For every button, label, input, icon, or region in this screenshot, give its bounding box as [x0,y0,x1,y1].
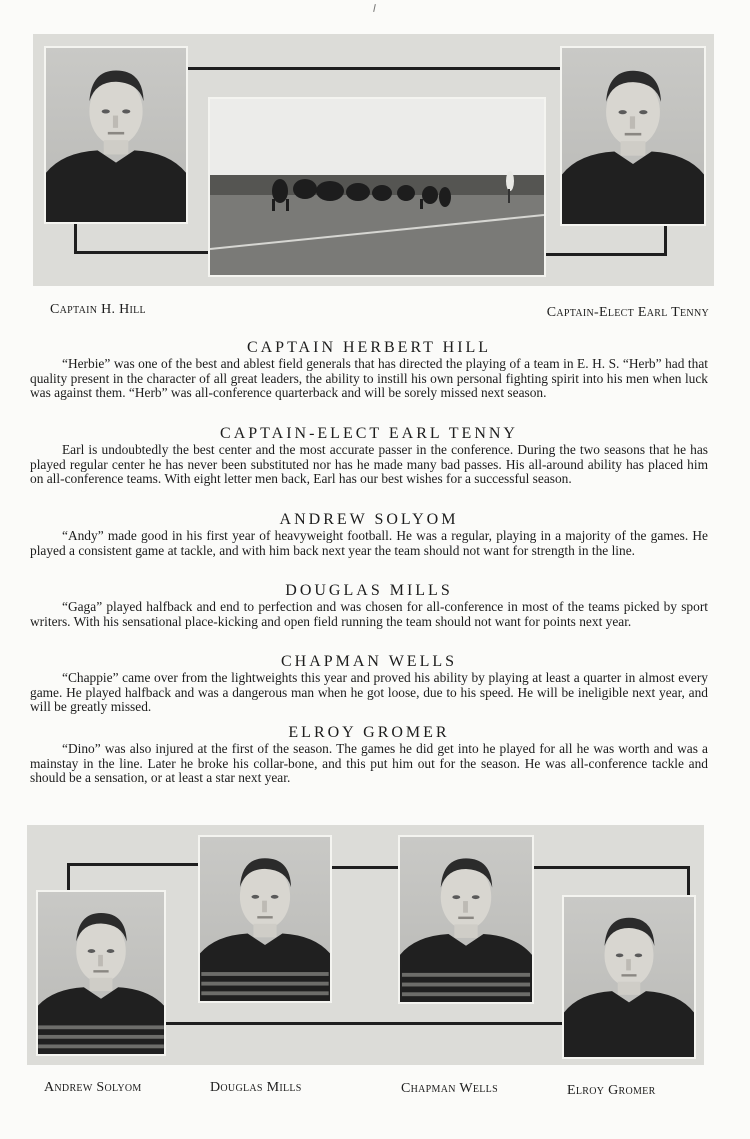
captain-hill-photo [44,46,188,224]
text-douglas-mills: “Gaga” played halfback and end to perfection and was chosen for all-conference in most of the teams picked by sport writers. With his sensational place-kicking and open field running the team should not want for points next year. [30,599,708,629]
caption-captain-hill: Captain H. Hill [50,302,146,317]
section-andrew-solyom [30,511,708,558]
heading-andrew-solyom: ANDREW SOLYOM [279,511,459,528]
section-earl-tenny [30,425,708,487]
right-connector-horizontal [541,253,667,256]
section-chapman-wells [30,653,708,715]
chapman-wells-photo [398,835,534,1004]
section-douglas-mills [30,582,708,629]
captain-elect-tenny-photo [560,46,706,226]
heading-herbert-hill: CAPTAIN HERBERT HILL [246,339,492,356]
andrew-solyom-photo [36,890,166,1056]
text-earl-tenny: Earl is undoubtedly the best center and the most accurate passer in the conference. During the two seasons that he has played regular center he has never been substituted nor has he made many bad passes. His all-around ability has placed him on all-conference teams. With eight letter men back, Earl has our best wishes for a successful season. [30,442,708,487]
caption-chapman-wells: Chapman Wells [401,1081,498,1096]
caption-douglas-mills: Douglas Mills [210,1080,302,1095]
douglas-mills-photo [198,835,332,1003]
bottom-middle-top-line [328,866,398,869]
heading-douglas-mills: DOUGLAS MILLS [285,582,453,599]
right-connector-vertical [664,222,667,256]
caption-elroy-gromer: Elroy Gromer [567,1083,656,1098]
section-elroy-gromer [30,724,708,786]
bottom-right-horizontal [530,866,690,869]
text-elroy-gromer: “Dino” was also injured at the first of the season. The games he did get into he played for all he was worth and was a mainstay in the line. Later he broke his collar-bone, and this put him out for the season. He was all-conference tackle and should be a sensation, or at least a star next year. [30,741,708,786]
text-andrew-solyom: “Andy” made good in his first year of heavyweight football. He was a regular, playing in a majority of the games. He played a consistent game at tackle, and with him back next year the team should not want for strength in the line. [30,528,708,558]
heading-chapman-wells: CHAPMAN WELLS [280,653,458,670]
bottom-left-horizontal [67,863,200,866]
left-connector-horizontal [74,251,209,254]
caption-captain-elect-tenny: Captain-Elect Earl Tenny [546,305,709,320]
heading-elroy-gromer: ELROY GROMER [288,724,450,741]
text-chapman-wells: “Chappie” came over from the lightweights this year and proved his ability by playing at least a quarter in almost every game. He played halfback and was a dangerous man when he got loose, due to his speed. He will be ineligible next year, and will be greatly missed. [30,670,708,715]
text-herbert-hill: “Herbie” was one of the best and ablest field generals that has directed the playing of a team in E. H. S. “Herb” had that quality present in the character of all great leaders, the ability to instill his own personal fighting spirit into his men when luck was against them. “Herb” was all-conference quarterback and will be sorely missed next season. [30,356,708,401]
football-game-photo [208,97,546,277]
heading-earl-tenny: CAPTAIN-ELECT EARL TENNY [220,425,518,442]
section-herbert-hill [30,339,708,401]
left-connector-vertical [74,220,77,254]
caption-andrew-solyom: Andrew Solyom [44,1080,142,1095]
bottom-left-vertical [67,863,70,891]
elroy-gromer-photo [562,895,696,1059]
bottom-lower-line [162,1022,562,1025]
top-connector-line [184,67,562,70]
bottom-right-vertical [687,866,690,896]
page-mark [373,4,376,12]
